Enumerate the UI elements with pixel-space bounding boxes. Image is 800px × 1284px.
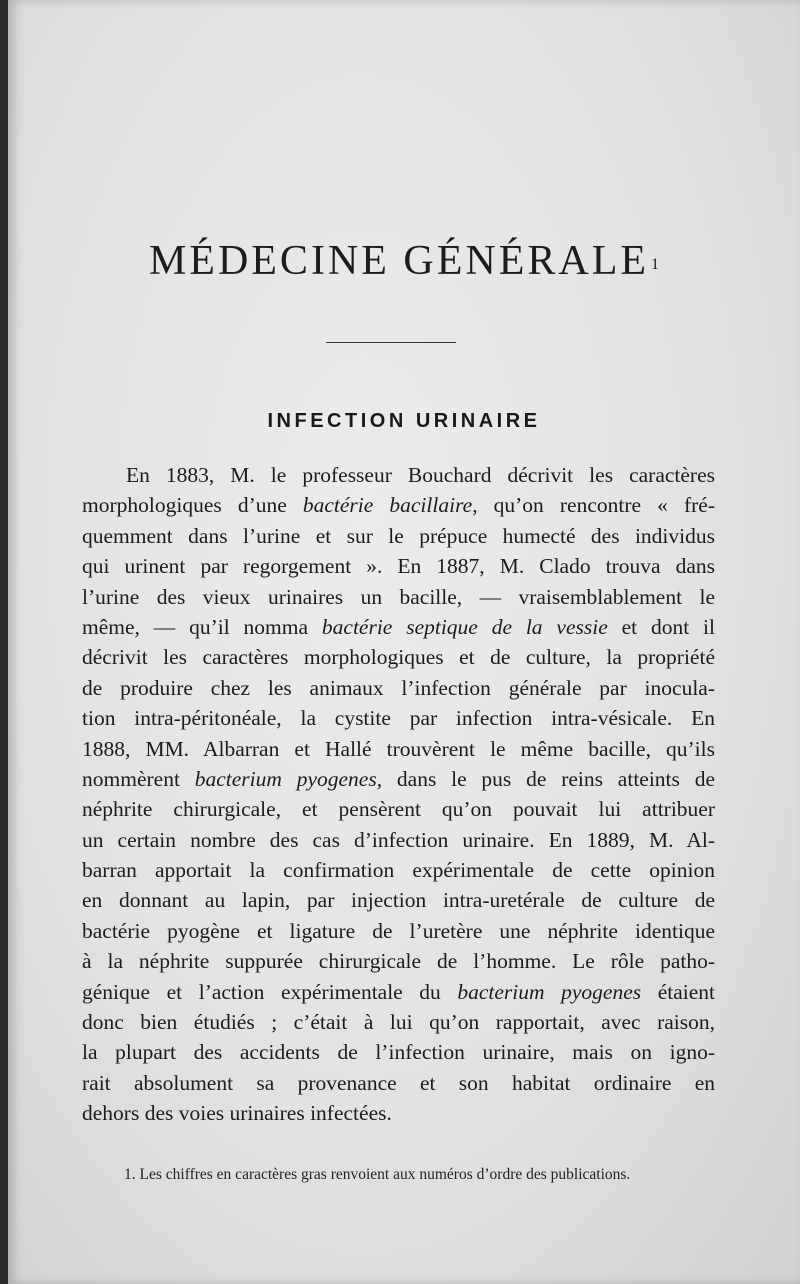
chapter-title [8,236,800,286]
footnote: 1. Les chiffres en caractères gras renvoient aux numéros d’ordre des publications. [124,1166,631,1183]
paragraph-line [82,855,715,885]
paragraph-line [82,612,715,642]
paragraph-line [82,521,715,551]
title-divider [326,342,456,343]
footnote-marker: 1 [651,256,660,273]
line-text: qui urinent par regorgement ». En 1887, M. Clado trouva dans [82,554,715,579]
line-text: de produire chez les animaux l’infection générale par inocula- [82,675,715,700]
paragraph-line [82,916,715,946]
paragraph-line [82,551,715,581]
line-text: En 1883, M. le professeur Bouchard décrivit les caractères [126,463,715,487]
line-text: décrivit les caractères morphologiques et de culture, la propriété [82,645,715,670]
line-text: rait absolument sa provenance et son habitat ordinaire en [82,1070,715,1095]
paragraph-line [82,825,715,855]
line-text: à la néphrite suppurée chirurgicale de l’homme. Le rôle patho- [82,949,715,974]
line-text: tion intra-péritonéale, la cystite par infection intra-vésicale. En [82,706,715,731]
line-text: néphrite chirurgicale, et pensèrent qu’on pouvait lui attribuer [82,797,715,822]
body-paragraph [82,460,715,1129]
line-text: même, — qu’il nomma [82,614,322,639]
line-text: quemment dans l’urine et sur le prépuce humecté des individus [82,523,715,548]
paragraph-line [82,1098,715,1128]
paragraph-line [82,1007,715,1037]
line-text: 1888, MM. Albarran et Hallé trouvèrent le même bacille, qu’ils [82,736,715,761]
section-title: INFECTION URINAIRE [267,410,541,432]
line-text: bactérie pyogène et ligature de l’uretère une néphrite identique [82,918,715,943]
paragraph-line [82,764,715,794]
italic-term: bacterium pyogenes, [194,766,383,791]
line-text: et dont il [607,614,715,639]
paragraph-line [82,703,715,733]
line-text: génique et l’action expérimentale du [82,979,458,1004]
line-text: morphologiques d’une [82,493,303,518]
paragraph-line [82,1037,715,1067]
italic-term: bacterium pyogenes [457,979,642,1004]
paragraph-line [82,460,715,490]
line-text: donc bien étudiés ; c’était à lui qu’on rapportait, avec raison, [82,1010,715,1035]
paragraph-line [82,642,715,672]
line-text: barran apportait la confirmation expérimentale de cette opinion [82,858,715,883]
paragraph-line [82,1068,715,1098]
line-text: dehors des voies urinaires infectées. [82,1101,392,1126]
paragraph-line [82,946,715,976]
paragraph-line [82,885,715,915]
italic-term: bactérie bacillaire [302,493,473,518]
line-text: en donnant au lapin, par injection intra-uretérale de culture de [82,888,715,913]
paragraph-line [82,977,715,1007]
line-text: dans le pus de reins atteints de [382,766,715,791]
line-text: l’urine des vieux urinaires un bacille, — vraisemblablement le [82,584,715,609]
line-text: un certain nombre des cas d’infection urinaire. En 1889, M. Al- [82,827,715,852]
book-page [8,0,800,1284]
paragraph-line [82,582,715,612]
paragraph-line [82,673,715,703]
paragraph-line [82,490,715,520]
paragraph-line [82,794,715,824]
chapter-title-text: MÉDECINE GÉNÉRALE [148,238,650,284]
line-text: la plupart des accidents de l’infection urinaire, mais on igno- [82,1040,715,1065]
line-text: nommèrent [82,766,195,791]
italic-term: bactérie septique de la vessie [321,614,608,639]
line-text: étaient [641,979,715,1004]
paragraph-line [82,734,715,764]
line-text: , qu’on rencontre « fré- [472,493,715,518]
